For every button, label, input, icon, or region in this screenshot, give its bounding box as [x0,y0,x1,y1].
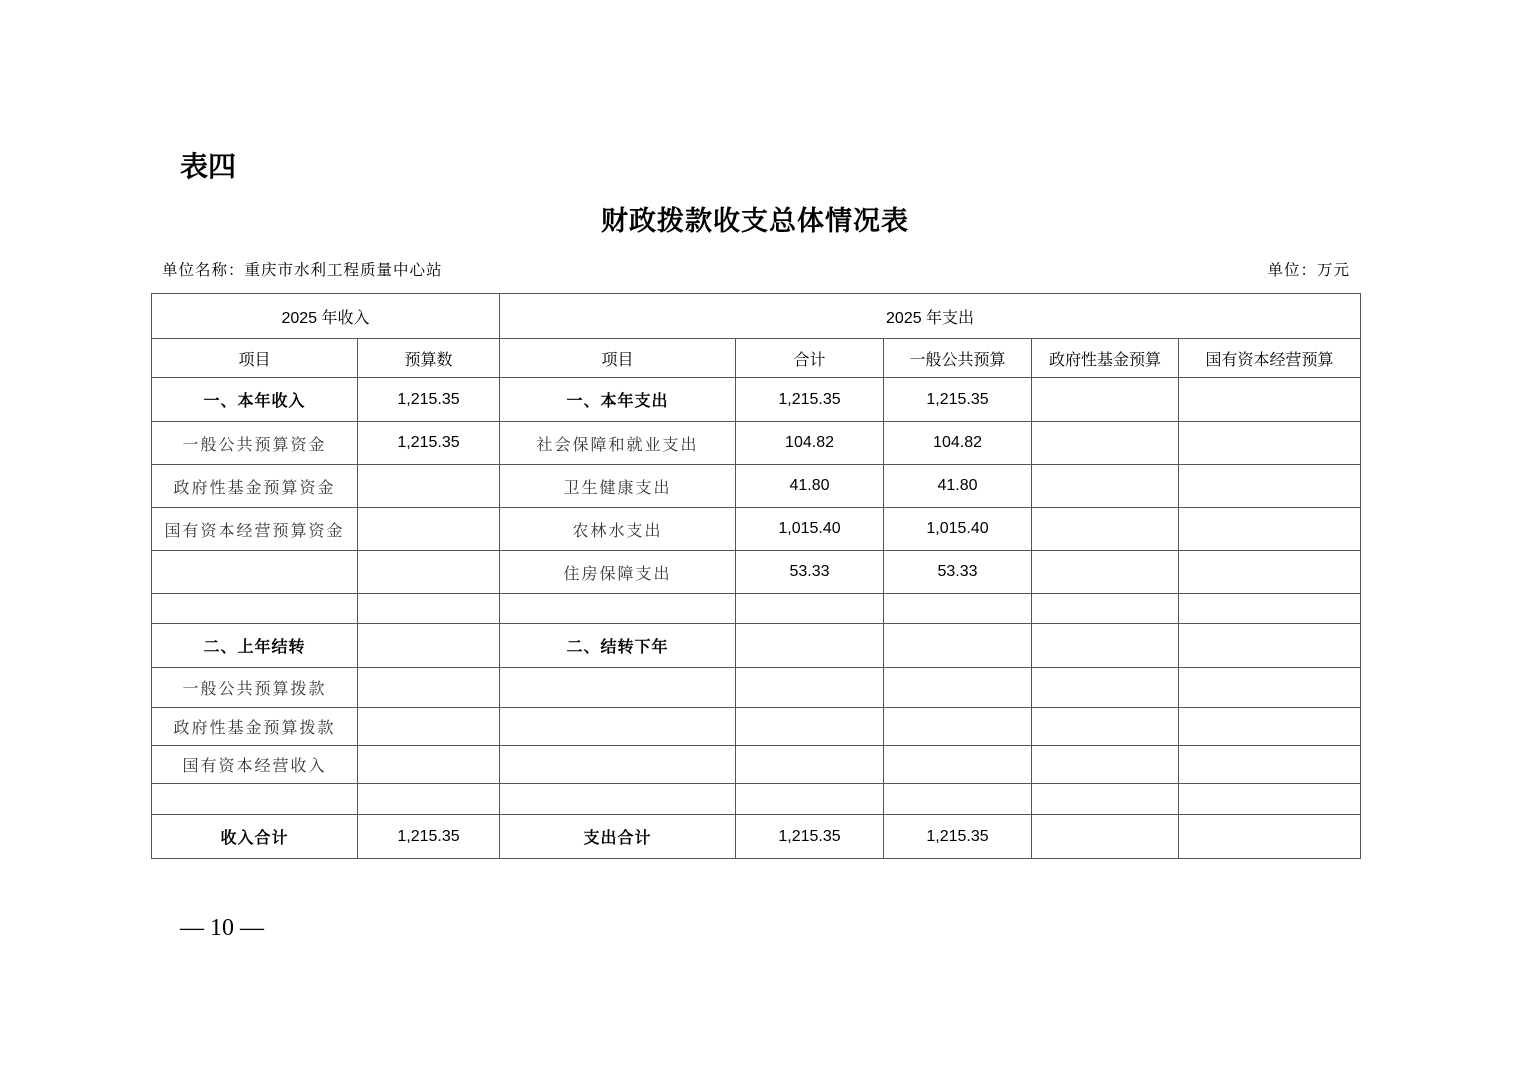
cell [358,746,500,784]
cell [500,668,736,708]
col-header-general-budget: 一般公共预算 [884,339,1032,378]
table-row [152,508,1361,551]
table-row [152,668,1361,708]
cell [358,668,500,708]
cell [884,594,1032,624]
col-header-gov-fund: 政府性基金预算 [1032,339,1179,378]
col-header-state-capital: 国有资本经营预算 [1179,339,1361,378]
cell [884,624,1032,668]
table-row [152,378,1361,422]
table-number: 表四 [180,150,237,183]
cell: 一般公共预算资金 [152,422,358,465]
cell: 1,215.35 [884,378,1032,422]
cell [1179,594,1361,624]
table-row [152,784,1361,815]
cell [1179,551,1361,594]
cell [1179,508,1361,551]
cell [1032,422,1179,465]
income-total-label: 收入合计 [152,815,358,859]
expense-total-gov-fund [1032,815,1179,859]
cell [736,594,884,624]
cell [152,551,358,594]
col-header-total: 合计 [736,339,884,378]
table-row [152,465,1361,508]
cell [736,746,884,784]
total-row [152,815,1361,859]
cell [1032,551,1179,594]
expense-total-value: 1,215.35 [736,815,884,859]
cell [1032,378,1179,422]
cell: 社会保障和就业支出 [500,422,736,465]
cell [500,594,736,624]
cell [1179,624,1361,668]
cell: 国有资本经营预算资金 [152,508,358,551]
cell [500,784,736,815]
table-row [152,551,1361,594]
cell: 二、结转下年 [500,624,736,668]
cell [500,746,736,784]
table-row [152,422,1361,465]
cell: 住房保障支出 [500,551,736,594]
unit-name: 单位名称：重庆市水利工程质量中心站 [162,261,443,279]
table-row [152,594,1361,624]
expense-group-header: 2025 年支出 [500,294,1361,339]
table-row [152,624,1361,668]
cell: 41.80 [884,465,1032,508]
cell [1179,422,1361,465]
document-title: 财政拨款收支总体情况表 [601,206,909,237]
cell: 二、上年结转 [152,624,358,668]
income-total-value: 1,215.35 [358,815,500,859]
expense-total-state-capital [1179,815,1361,859]
cell [884,708,1032,746]
col-header-budget: 预算数 [358,339,500,378]
cell: 一般公共预算拨款 [152,668,358,708]
table-row [152,746,1361,784]
col-header-expense-item: 项目 [500,339,736,378]
fiscal-table [151,293,1361,859]
cell [1032,465,1179,508]
cell: 农林水支出 [500,508,736,551]
cell: 1,215.35 [736,378,884,422]
cell: 政府性基金预算资金 [152,465,358,508]
cell [152,594,358,624]
cell [736,624,884,668]
cell [358,708,500,746]
cell: 一、本年收入 [152,378,358,422]
cell [1032,784,1179,815]
cell [1032,668,1179,708]
cell [1032,708,1179,746]
cell [884,746,1032,784]
cell [1032,746,1179,784]
cell: 53.33 [884,551,1032,594]
cell: 政府性基金预算拨款 [152,708,358,746]
cell [358,508,500,551]
cell: 1,015.40 [736,508,884,551]
cell: 1,015.40 [884,508,1032,551]
cell [1179,378,1361,422]
page-number: — 10 — [180,915,264,941]
group-header-row [152,294,1361,339]
cell: 41.80 [736,465,884,508]
cell [152,784,358,815]
cell [736,668,884,708]
cell [1179,465,1361,508]
cell: 104.82 [884,422,1032,465]
cell [500,708,736,746]
cell [1032,624,1179,668]
cell [1179,746,1361,784]
cell: 国有资本经营收入 [152,746,358,784]
cell [358,784,500,815]
cell: 一、本年支出 [500,378,736,422]
cell: 卫生健康支出 [500,465,736,508]
cell [1179,784,1361,815]
cell [736,708,884,746]
cell [736,784,884,815]
cell [1032,508,1179,551]
cell [358,594,500,624]
column-header-row [152,339,1361,378]
table-row [152,708,1361,746]
currency-unit: 单位：万元 [1267,261,1350,279]
cell [358,465,500,508]
cell [1032,594,1179,624]
cell [358,624,500,668]
cell: 53.33 [736,551,884,594]
cell [884,668,1032,708]
cell [1179,708,1361,746]
expense-total-general: 1,215.35 [884,815,1032,859]
cell: 104.82 [736,422,884,465]
cell: 1,215.35 [358,422,500,465]
col-header-income-item: 项目 [152,339,358,378]
expense-total-label: 支出合计 [500,815,736,859]
cell: 1,215.35 [358,378,500,422]
cell [1179,668,1361,708]
income-group-header: 2025 年收入 [152,294,500,339]
cell [884,784,1032,815]
cell [358,551,500,594]
